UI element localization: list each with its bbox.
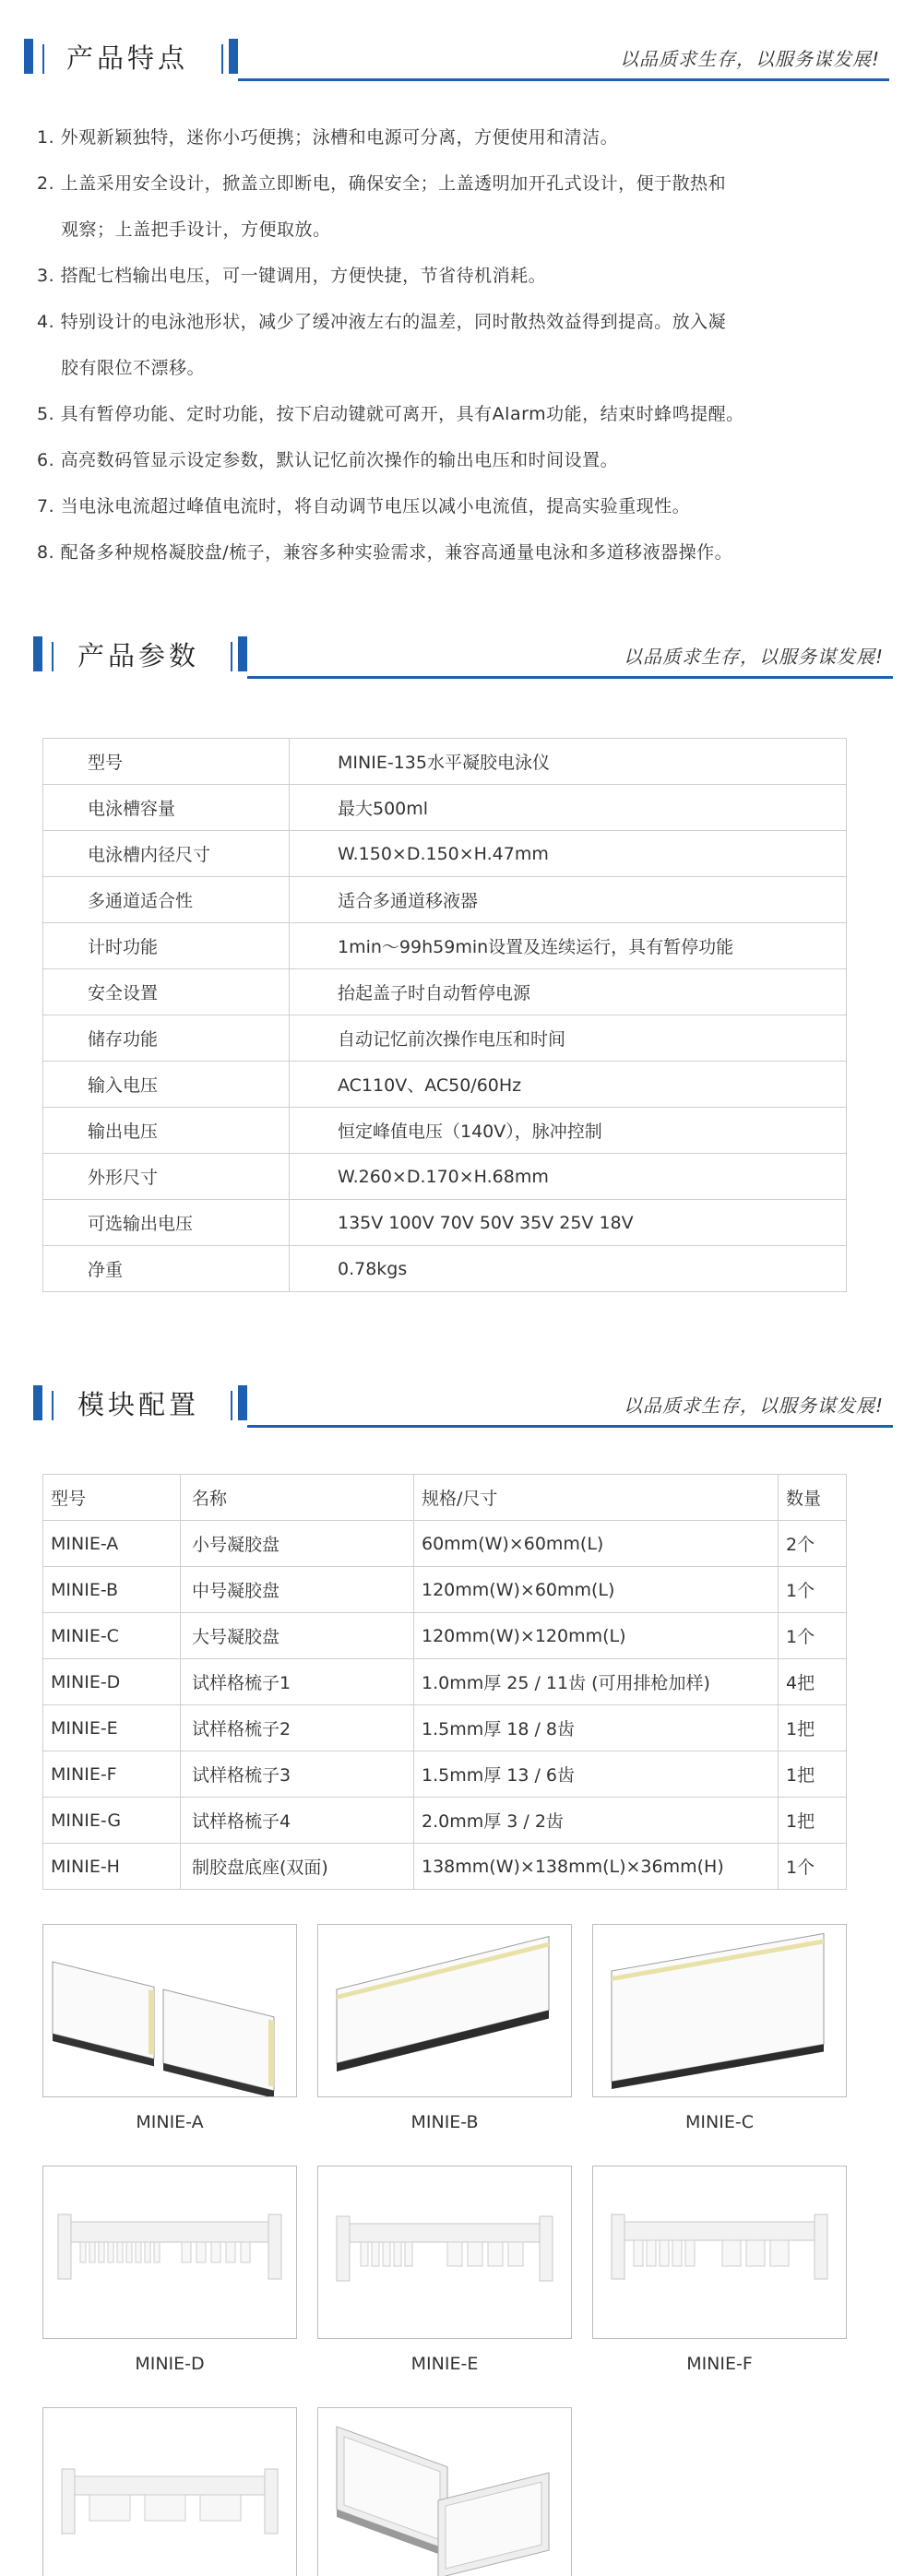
gallery-caption: MINIE-A <box>136 2112 204 2132</box>
param-value: 适合多通道移液器 <box>290 877 847 923</box>
params-row <box>43 969 847 1015</box>
module-qty: 1把 <box>779 1798 847 1844</box>
params-row <box>43 785 847 831</box>
params-row <box>43 1108 847 1154</box>
param-value: W.260×D.170×H.68mm <box>290 1154 847 1200</box>
header-bar-right <box>238 1385 247 1420</box>
params-section-title: 产品参数 <box>77 640 200 671</box>
header-underline <box>247 676 893 679</box>
module-name: 制胶盘底座(双面) <box>181 1844 414 1890</box>
modules-row <box>43 1521 847 1567</box>
module-spec: 1.0mm厚 25 / 11齿 (可用排枪加样) <box>414 1659 779 1705</box>
modules-row <box>43 1613 847 1659</box>
param-value: 自动记忆前次操作电压和时间 <box>290 1015 847 1062</box>
feature-item: 8. 配备多种规格凝胶盘/梳子，兼容多种实验需求，兼容高通量电泳和多道移液器操作。 <box>37 542 733 563</box>
module-spec: 1.5mm厚 13 / 6齿 <box>414 1751 779 1798</box>
features-list <box>37 114 886 576</box>
features-section-header <box>0 35 904 90</box>
params-row <box>43 1062 847 1108</box>
feature-item: 2. 上盖采用安全设计，掀盖立即断电，确保安全；上盖透明加开孔式设计，便于散热和 <box>37 173 727 194</box>
module-model: MINIE-E <box>43 1705 181 1751</box>
module-name: 试样格梳子3 <box>181 1751 414 1798</box>
feature-item-continued: 观察；上盖把手设计，方便取放。 <box>61 220 331 240</box>
param-value: MINIE-135水平凝胶电泳仪 <box>290 739 847 785</box>
feature-item: 6. 高亮数码管显示设定参数，默认记忆前次操作的输出电压和时间设置。 <box>37 450 619 470</box>
header-cell-model: 型号 <box>43 1475 181 1521</box>
modules-table <box>42 1474 847 1890</box>
modules-table-header-row <box>43 1475 847 1521</box>
feature-item: 1. 外观新颖独特，迷你小巧便携；泳槽和电源可分离，方便使用和清洁。 <box>37 127 619 148</box>
feature-item: 5. 具有暂停功能、定时功能，按下启动键就可离开，具有Alarm功能，结束时蜂鸣提醒。 <box>37 404 744 424</box>
header-bar-thin-right <box>221 44 223 74</box>
module-qty: 2个 <box>779 1521 847 1567</box>
params-slogan: 以品质求生存，以服务谋发展! <box>623 646 884 668</box>
module-qty: 1个 <box>779 1613 847 1659</box>
modules-row <box>43 1705 847 1751</box>
module-spec: 138mm(W)×138mm(L)×36mm(H) <box>414 1844 779 1890</box>
modules-section-title: 模块配置 <box>77 1389 200 1420</box>
param-label: 可选输出电压 <box>43 1200 290 1246</box>
module-qty: 1个 <box>779 1844 847 1890</box>
module-qty: 1把 <box>779 1751 847 1798</box>
param-value: 0.78kgs <box>290 1246 847 1292</box>
param-value: 恒定峰值电压（140V），脉冲控制 <box>290 1108 847 1154</box>
header-bar-thin-left <box>42 44 44 74</box>
header-bar-left <box>33 636 42 671</box>
modules-row <box>43 1798 847 1844</box>
header-bar-thin-left <box>52 642 54 671</box>
params-row <box>43 923 847 969</box>
params-row <box>43 1200 847 1246</box>
comb-13-teeth-image <box>592 2166 847 2339</box>
header-underline <box>247 1425 893 1428</box>
param-label: 电泳槽容量 <box>43 785 290 831</box>
module-model: MINIE-G <box>43 1798 181 1844</box>
header-bar-right <box>238 636 247 671</box>
param-value: 最大500ml <box>290 785 847 831</box>
modules-row <box>43 1751 847 1798</box>
param-label: 多通道适合性 <box>43 877 290 923</box>
module-name: 大号凝胶盘 <box>181 1613 414 1659</box>
param-value: W.150×D.150×H.47mm <box>290 831 847 877</box>
feature-item: 4. 特别设计的电泳池形状，减少了缓冲液左右的温差，同时散热效益得到提高。放入凝 <box>37 312 727 332</box>
param-value: 1min～99h59min设置及连续运行，具有暂停功能 <box>290 923 847 969</box>
modules-slogan: 以品质求生存，以服务谋发展! <box>623 1395 884 1417</box>
params-section-header <box>0 633 904 688</box>
module-qty: 4把 <box>779 1659 847 1705</box>
param-value: 抬起盖子时自动暂停电源 <box>290 969 847 1015</box>
params-row <box>43 1015 847 1062</box>
param-label: 净重 <box>43 1246 290 1292</box>
param-label: 输入电压 <box>43 1062 290 1108</box>
param-label: 安全设置 <box>43 969 290 1015</box>
module-model: MINIE-F <box>43 1751 181 1798</box>
module-spec: 120mm(W)×120mm(L) <box>414 1613 779 1659</box>
header-bar-thin-right <box>231 642 232 671</box>
param-label: 计时功能 <box>43 923 290 969</box>
module-model: MINIE-C <box>43 1613 181 1659</box>
casting-base-image <box>317 2407 572 2576</box>
small-gel-trays-image <box>42 1924 297 2097</box>
module-name: 小号凝胶盘 <box>181 1521 414 1567</box>
module-model: MINIE-B <box>43 1567 181 1613</box>
header-underline <box>238 78 889 81</box>
header-bar-thin-right <box>231 1391 232 1420</box>
gallery-caption: MINIE-D <box>135 2354 205 2374</box>
module-spec: 1.5mm厚 18 / 8齿 <box>414 1705 779 1751</box>
header-bar-left <box>24 39 33 74</box>
params-table <box>42 738 847 1292</box>
header-cell-name: 名称 <box>181 1475 414 1521</box>
module-name: 试样格梳子1 <box>181 1659 414 1705</box>
header-bar-thin-left <box>52 1391 54 1420</box>
param-label: 外形尺寸 <box>43 1154 290 1200</box>
param-label: 型号 <box>43 739 290 785</box>
header-cell-spec: 规格/尺寸 <box>414 1475 779 1521</box>
module-spec: 120mm(W)×60mm(L) <box>414 1567 779 1613</box>
module-model: MINIE-H <box>43 1844 181 1890</box>
header-cell-qty: 数量 <box>779 1475 847 1521</box>
module-qty: 1把 <box>779 1705 847 1751</box>
comb-18-teeth-image <box>317 2166 572 2339</box>
features-section-title: 产品特点 <box>66 42 189 74</box>
params-row <box>43 831 847 877</box>
modules-row <box>43 1567 847 1613</box>
param-label: 输出电压 <box>43 1108 290 1154</box>
module-qty: 1个 <box>779 1567 847 1613</box>
params-row <box>43 877 847 923</box>
comb-3-teeth-image <box>42 2407 297 2576</box>
feature-item: 3. 搭配七档输出电压，可一键调用，方便快捷，节省待机消耗。 <box>37 266 547 286</box>
large-gel-tray-image <box>592 1924 847 2097</box>
module-name: 试样格梳子4 <box>181 1798 414 1844</box>
param-label: 电泳槽内径尺寸 <box>43 831 290 877</box>
module-name: 中号凝胶盘 <box>181 1567 414 1613</box>
module-spec: 60mm(W)×60mm(L) <box>414 1521 779 1567</box>
gallery-caption: MINIE-C <box>685 2112 754 2132</box>
features-slogan: 以品质求生存，以服务谋发展! <box>619 48 880 70</box>
modules-row <box>43 1844 847 1890</box>
comb-25-teeth-image <box>42 2166 297 2339</box>
module-name: 试样格梳子2 <box>181 1705 414 1751</box>
modules-section-header <box>0 1382 904 1437</box>
feature-item: 7. 当电泳电流超过峰值电流时，将自动调节电压以减小电流值，提高实验重现性。 <box>37 496 691 516</box>
header-bar-right <box>229 39 238 74</box>
header-bar-left <box>33 1385 42 1420</box>
gallery-caption: MINIE-B <box>410 2112 479 2132</box>
params-row <box>43 1154 847 1200</box>
gallery-caption: MINIE-F <box>686 2354 753 2374</box>
params-row <box>43 739 847 785</box>
param-value: 135V 100V 70V 50V 35V 25V 18V <box>290 1200 847 1246</box>
module-model: MINIE-A <box>43 1521 181 1567</box>
param-label: 储存功能 <box>43 1015 290 1062</box>
module-spec: 2.0mm厚 3 / 2齿 <box>414 1798 779 1844</box>
module-model: MINIE-D <box>43 1659 181 1705</box>
medium-gel-tray-image <box>317 1924 572 2097</box>
feature-item-continued: 胶有限位不漂移。 <box>61 358 206 378</box>
param-value: AC110V、AC50/60Hz <box>290 1062 847 1108</box>
gallery-caption: MINIE-E <box>410 2354 479 2374</box>
modules-row <box>43 1659 847 1705</box>
params-row <box>43 1246 847 1292</box>
